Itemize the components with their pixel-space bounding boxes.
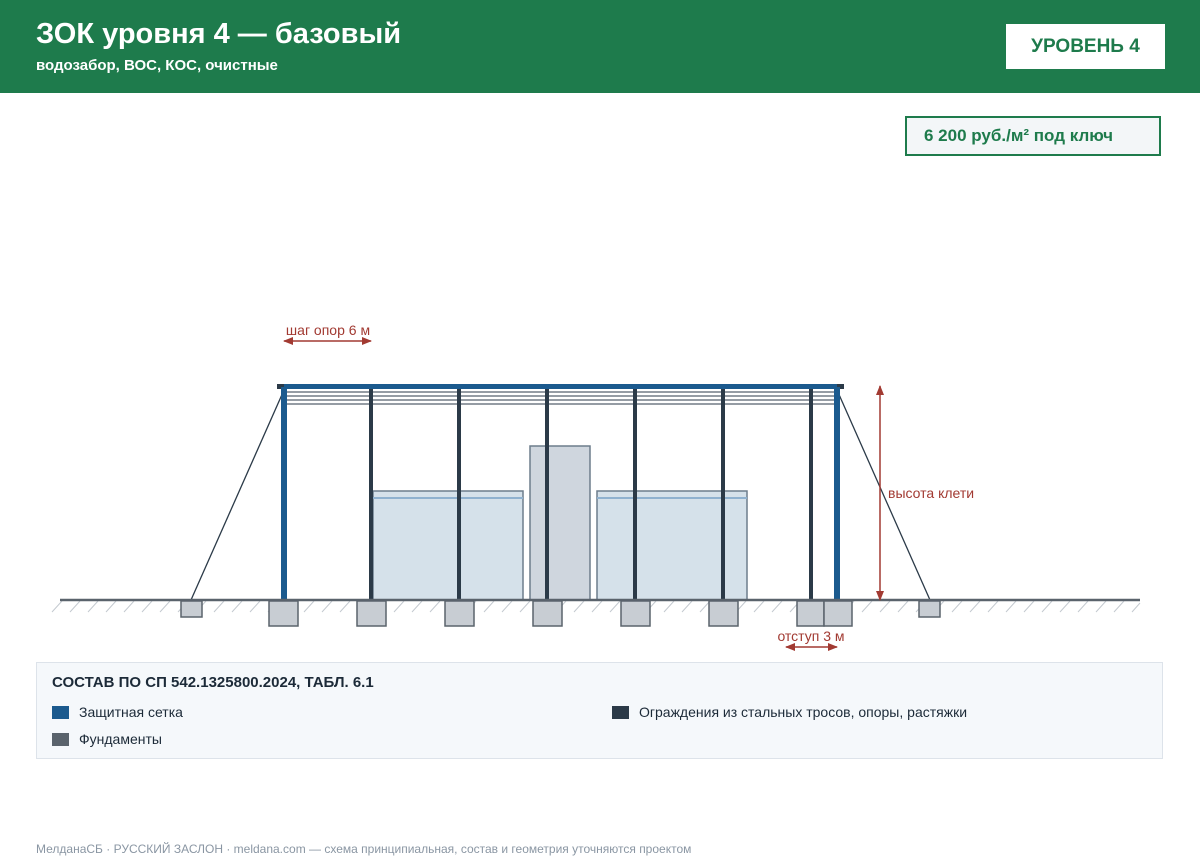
legend-title: СОСТАВ ПО СП 542.1325800.2024, ТАБЛ. 6.1 (52, 674, 374, 691)
ground-hatching (52, 601, 1140, 612)
legend-item-mesh (52, 704, 183, 720)
legend-item-cables (612, 704, 967, 720)
foundation (269, 601, 298, 626)
facility-tank-left (373, 491, 523, 600)
dimension-pole-step (284, 322, 371, 341)
legend-swatch-foundations (52, 733, 69, 746)
foundation (797, 601, 824, 626)
legend-label-mesh: Защитная сетка (79, 704, 183, 720)
dimension-cage-height (880, 386, 974, 600)
legend-swatch-cables (612, 706, 629, 719)
mesh-wall-left (281, 387, 287, 600)
page-subtitle: водозабор, ВОС, КОС, очистные (36, 57, 278, 74)
guy-wire-left (191, 390, 284, 600)
price-box: 6 200 руб./м² под ключ (905, 116, 1161, 156)
page-title: ЗОК уровня 4 — базовый (36, 18, 402, 50)
legend-label-cables: Ограждения из стальных тросов, опоры, растяжки (639, 704, 968, 720)
foundation (357, 601, 386, 626)
foundation-anchor-left (181, 601, 202, 617)
foundation (533, 601, 562, 626)
foundation-anchor-right (919, 601, 940, 617)
facility-tower (530, 446, 590, 600)
steel-cables (284, 392, 837, 404)
mesh-wall-right (834, 387, 840, 600)
foundation (824, 601, 852, 626)
foundation (445, 601, 474, 626)
foundation (621, 601, 650, 626)
foundations (181, 601, 940, 626)
mesh-roof (284, 384, 837, 389)
pole-step-label: шаг опор 6 м (285, 322, 371, 338)
legend-item-foundations (52, 731, 162, 747)
footer-note: МелданаСБ · РУССКИЙ ЗАСЛОН · meldana.com — схема принципиальная, состав и геометрия уточняются проектом (36, 842, 692, 856)
cage-height-label: высота клети (888, 485, 975, 501)
legend-label-foundations: Фундаменты (79, 731, 162, 747)
foundation (709, 601, 738, 626)
protected-facilities (373, 446, 747, 600)
legend-swatch-mesh (52, 706, 69, 719)
dimension-offset (777, 628, 844, 647)
legend-panel (36, 662, 1163, 759)
offset-label: отступ 3 м (777, 628, 845, 644)
level-badge: УРОВЕНЬ 4 (1006, 24, 1165, 69)
